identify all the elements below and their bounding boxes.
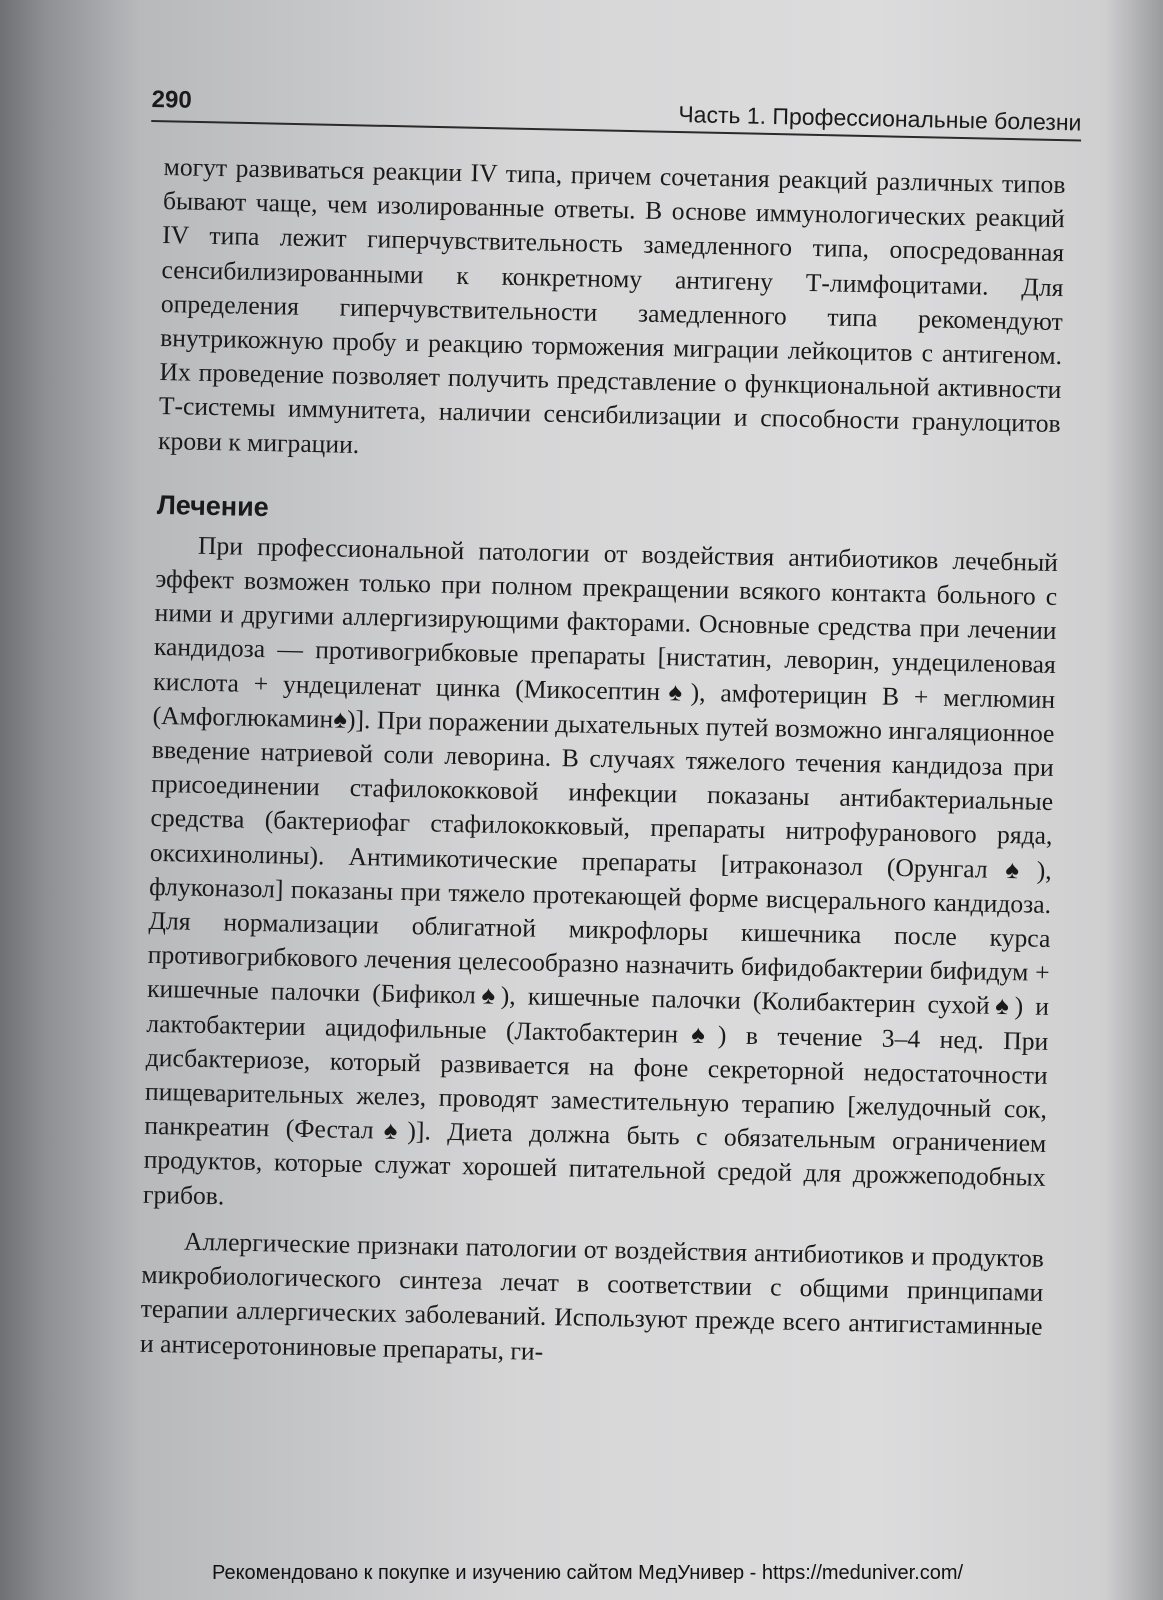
page-header bbox=[151, 86, 1082, 155]
section-heading: Лечение bbox=[156, 489, 270, 522]
body-text bbox=[140, 150, 1066, 1379]
running-title: Часть 1. Профессиональные болезни bbox=[678, 101, 1082, 136]
page-number: 290 bbox=[151, 86, 193, 114]
paragraph-allergic: Аллергические признаки патологии от воздействия антибиотиков и продуктов микробиологического синтеза лечат в соответствии с общими принципами терапии аллергических заболеваний. Используют прежде всего антигистаминные и антисеротониновые препараты, ги- bbox=[139, 1226, 1045, 1366]
footer-watermark: Рекомендовано к покупке и изучению сайтом МедУнивер - https://meduniver.com/ bbox=[212, 1562, 964, 1584]
paragraph-continued: могут развиваться реакции IV типа, причем сочетания реакций различных типов бывают чаще, чем изолированные ответы. В основе иммунологических реакций IV типа лежит гиперчувствительность замедленного типа, опосредованная сенсибилизированными к конкретному антигену Т-лимфоцитами. Для определения гиперчувствительности замедленного типа рекомендуют внутрикожную пробу и реакцию торможения миграции лейкоцитов с антигеном. Их проведение позволяет получить представление о функциональной активности Т-системы иммунитета, наличии сенсибилизации и способности гранулоцитов крови к миграции. bbox=[157, 151, 1066, 459]
paragraph-treatment: При профессиональной патологии от воздействия антибиотиков лечебный эффект возможен только при полном прекращении всякого контакта больного с ними и другими аллергизирующими факторами. Основные средства при лечении кандидоза — противогрибковые препараты [нистатин, леворин, ундециленовая кислота + ундециленат цинка (Микосептин♠), амфотерицин В + меглюмин (Амфоглюкамин♠)]. При поражении дыхательных путей возможно ингаляционное введение натриевой соли леворина. В случаях тяжелого течения кандидоза при присоединении стафилококковой инфекции показаны антибактериальные средства (бактериофаг стафилококковый, препараты нитрофуранового ряда, оксихинолины). Антимикотические препараты [итраконазол (Орунгал♠), флуконазол] показаны при тяжело протекающей форме висцерального кандидоза. Для нормализации облигатной микрофлоры кишечника после курса противогрибкового лечения целесообразно назначить бифидобактерии бифидум + кишечные палочки (Бификол♠), кишечные палочки (Колибактерин сухой♠) и лактобактерии ацидофильные (Лактобактерин♠) в течение 3–4 нед. При дисбактериозе, который развивается на фоне секреторной недостаточности пищеварительных желез, проводят заместительную терапию [желудочный сок, панкреатин (Фестал♠)]. Диета должна быть с обязательным ограничением продуктов, которые служат хорошей питательной средой для дрожжеподобных грибов. bbox=[142, 530, 1059, 1211]
